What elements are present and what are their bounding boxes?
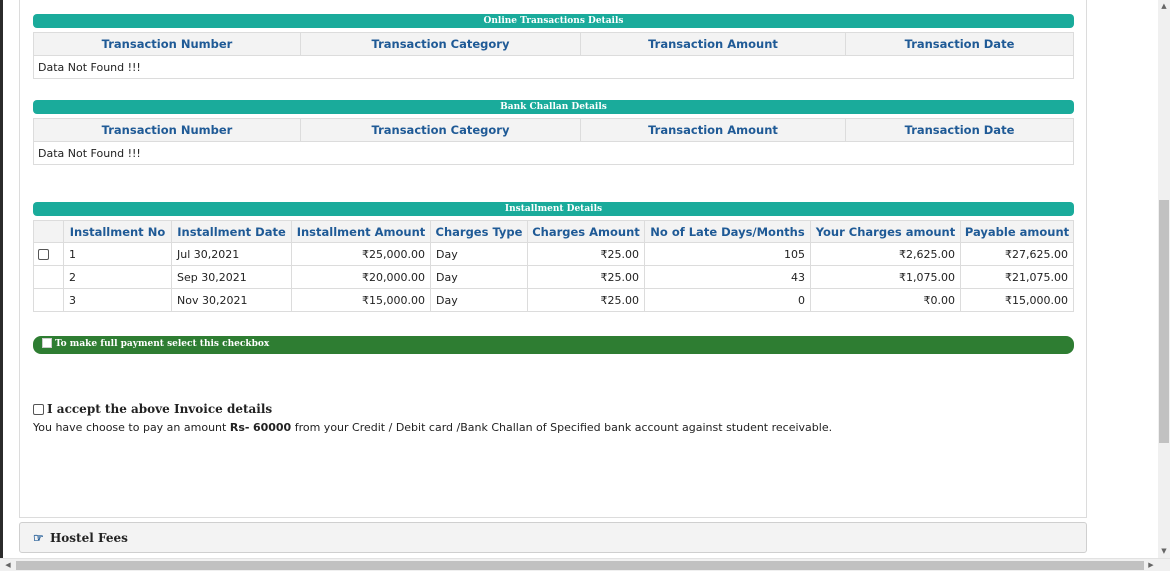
full-payment-checkbox[interactable]: [42, 338, 52, 348]
full-payment-label: To make full payment select this checkbox: [55, 339, 270, 349]
installment-no: 2: [64, 266, 172, 289]
hand-pointer-icon: ☞: [33, 531, 44, 545]
vertical-scrollbar[interactable]: [1158, 0, 1170, 558]
col-installment-amount: Installment Amount: [292, 221, 431, 243]
installment-amount: ₹20,000.00: [292, 266, 431, 289]
summary-rs: Rs-: [229, 421, 250, 434]
accept-invoice-checkbox[interactable]: [33, 404, 44, 415]
col-transaction-amount: Transaction Amount: [581, 119, 846, 142]
your-charges: ₹1,075.00: [811, 266, 961, 289]
col-installment-no: Installment No: [64, 221, 172, 243]
table-header-row: [34, 221, 1074, 243]
col-transaction-number: Transaction Number: [34, 33, 301, 56]
installment-no: 3: [64, 289, 172, 312]
charges-type: Day: [431, 289, 528, 312]
col-transaction-amount: Transaction Amount: [581, 33, 846, 56]
scroll-down-icon[interactable]: ▼: [1161, 547, 1167, 555]
col-charges-amount: Charges Amount: [528, 221, 645, 243]
installment-details-title: Installment Details: [33, 202, 1074, 216]
no-data-text: Data Not Found !!!: [34, 142, 1074, 165]
installment-table: [33, 220, 1074, 312]
table-row: [34, 266, 1074, 289]
table-row: [34, 243, 1074, 266]
table-header-row: [34, 119, 1074, 142]
installment-amount: ₹25,000.00: [292, 243, 431, 266]
payable-amount: ₹15,000.00: [961, 289, 1074, 312]
col-charges-type: Charges Type: [431, 221, 528, 243]
table-header-row: [34, 33, 1074, 56]
col-transaction-category: Transaction Category: [301, 33, 581, 56]
late-days: 0: [645, 289, 811, 312]
online-transactions-title: Online Transactions Details: [33, 14, 1074, 28]
summary-amount: 60000: [252, 421, 292, 434]
window-left-edge: [0, 0, 3, 558]
online-transactions-table: [33, 32, 1074, 79]
col-your-charges: Your Charges amount: [811, 221, 961, 243]
hostel-fees-label: Hostel Fees: [49, 531, 128, 545]
your-charges: ₹2,625.00: [811, 243, 961, 266]
payable-amount: ₹21,075.00: [961, 266, 1074, 289]
col-payable-amount: Payable amount: [961, 221, 1074, 243]
summary-suffix: from your Credit / Debit card /Bank Challan of Specified bank account against student receivable.: [291, 421, 833, 434]
accept-invoice-row: [33, 402, 272, 416]
hostel-fees-accordion[interactable]: [19, 522, 1087, 553]
charges-type: Day: [431, 266, 528, 289]
horizontal-scroll-thumb[interactable]: [16, 561, 1144, 570]
col-transaction-date: Transaction Date: [846, 33, 1074, 56]
col-select: [34, 221, 64, 243]
vertical-scroll-thumb[interactable]: [1159, 200, 1169, 443]
charges-type: Day: [431, 243, 528, 266]
horizontal-scrollbar[interactable]: [0, 558, 1170, 571]
table-row: [34, 142, 1074, 165]
full-payment-bar: [33, 336, 1074, 354]
your-charges: ₹0.00: [811, 289, 961, 312]
col-installment-date: Installment Date: [172, 221, 292, 243]
no-data-text: Data Not Found !!!: [34, 56, 1074, 79]
scroll-up-icon[interactable]: ▲: [1161, 2, 1167, 10]
col-transaction-category: Transaction Category: [301, 119, 581, 142]
table-row: [34, 56, 1074, 79]
col-late-days: No of Late Days/Months: [645, 221, 811, 243]
installment-date: Jul 30,2021: [172, 243, 292, 266]
installment-1-checkbox[interactable]: [38, 249, 49, 260]
col-transaction-number: Transaction Number: [34, 119, 301, 142]
late-days: 43: [645, 266, 811, 289]
installment-date: Nov 30,2021: [172, 289, 292, 312]
installment-no: 1: [64, 243, 172, 266]
accept-invoice-label: I accept the above Invoice details: [47, 402, 273, 416]
payment-summary-text: [33, 421, 832, 434]
table-row: [34, 289, 1074, 312]
scroll-left-icon[interactable]: ◀: [5, 561, 11, 569]
col-transaction-date: Transaction Date: [846, 119, 1074, 142]
installment-amount: ₹15,000.00: [292, 289, 431, 312]
summary-prefix: You have choose to pay an amount: [33, 421, 230, 434]
bank-challan-title: Bank Challan Details: [33, 100, 1074, 114]
charges-amount: ₹25.00: [528, 289, 645, 312]
installment-date: Sep 30,2021: [172, 266, 292, 289]
payable-amount: ₹27,625.00: [961, 243, 1074, 266]
late-days: 105: [645, 243, 811, 266]
bank-challan-table: [33, 118, 1074, 165]
charges-amount: ₹25.00: [528, 243, 645, 266]
charges-amount: ₹25.00: [528, 266, 645, 289]
scroll-right-icon[interactable]: ▶: [1148, 561, 1154, 569]
